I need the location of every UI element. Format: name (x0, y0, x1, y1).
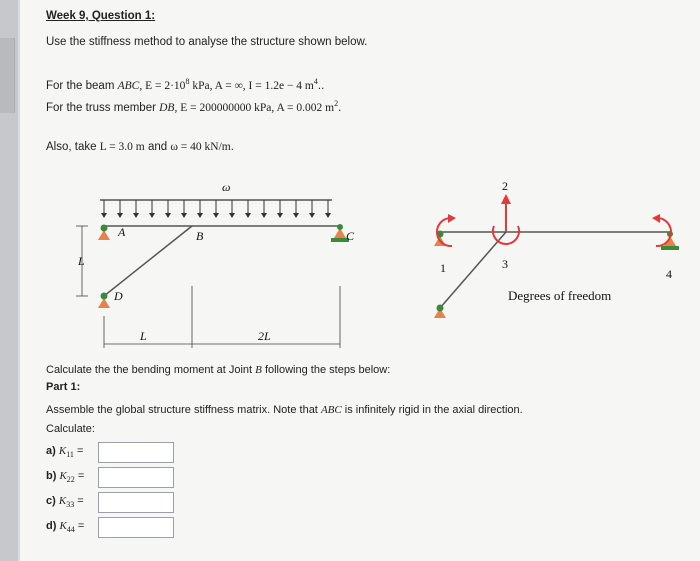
answer-input-k11[interactable] (98, 442, 174, 463)
load-symbol: ω (222, 180, 231, 194)
node-label-d: D (114, 289, 123, 303)
question-sheet (20, 0, 700, 561)
dof-label-1: 1 (440, 261, 446, 275)
dof-label-2: 2 (502, 179, 508, 193)
part-label: Part 1: (46, 381, 81, 393)
side-tab[interactable] (0, 38, 15, 113)
truss-properties: For the truss member DB, E = 200000000 kPa, A = 0.002 $m^2$. (46, 99, 342, 114)
pin-support-d (98, 293, 110, 309)
answer-row-b: b) $K_{22}$ = (46, 470, 85, 485)
node-label-a: A (118, 225, 126, 239)
question-instruction: Use the stiffness method to analyse the structure shown below. (46, 36, 368, 48)
answer-input-k22[interactable] (98, 467, 174, 488)
assemble-instruction: Assemble the global structure stiffness matrix. Note that ABC is infinitely rigid in the axial direction. (46, 404, 523, 416)
beam-properties: For the beam ABC, $E = 2\cdot 10^8$ kPa, A = ∞, I = 1.2e − 4 $m^4$.. (46, 77, 325, 92)
calculate-instruction: Calculate the the bending moment at Joint B following the steps below: (46, 364, 391, 376)
given-values: Also, take L = 3.0 m and ω = 40 kN/m. (46, 141, 234, 153)
answer-row-a: a) $K_{11}$ = (46, 445, 84, 460)
pin-support-a (98, 225, 110, 241)
dimension-label-2l: 2L (258, 329, 271, 343)
node-label-b: B (196, 229, 204, 243)
dof-label-4: 4 (666, 267, 672, 281)
dimension-label-l-vertical: L (78, 254, 85, 268)
answer-input-k33[interactable] (98, 492, 174, 513)
answer-row-d: d) $K_{44}$ = (46, 520, 85, 535)
answer-input-k44[interactable] (98, 517, 174, 538)
node-label-c: C (346, 229, 355, 243)
structure-diagram (40, 168, 680, 348)
calculate-label: Calculate: (46, 423, 95, 435)
dimension-label-l: L (140, 329, 147, 343)
dof-caption: Degrees of freedom (508, 288, 612, 303)
dof-label-3: 3 (502, 257, 508, 271)
answer-row-c: c) $K_{33}$ = (46, 495, 84, 510)
distributed-load (100, 200, 332, 218)
question-title: Week 9, Question 1: (46, 10, 156, 22)
